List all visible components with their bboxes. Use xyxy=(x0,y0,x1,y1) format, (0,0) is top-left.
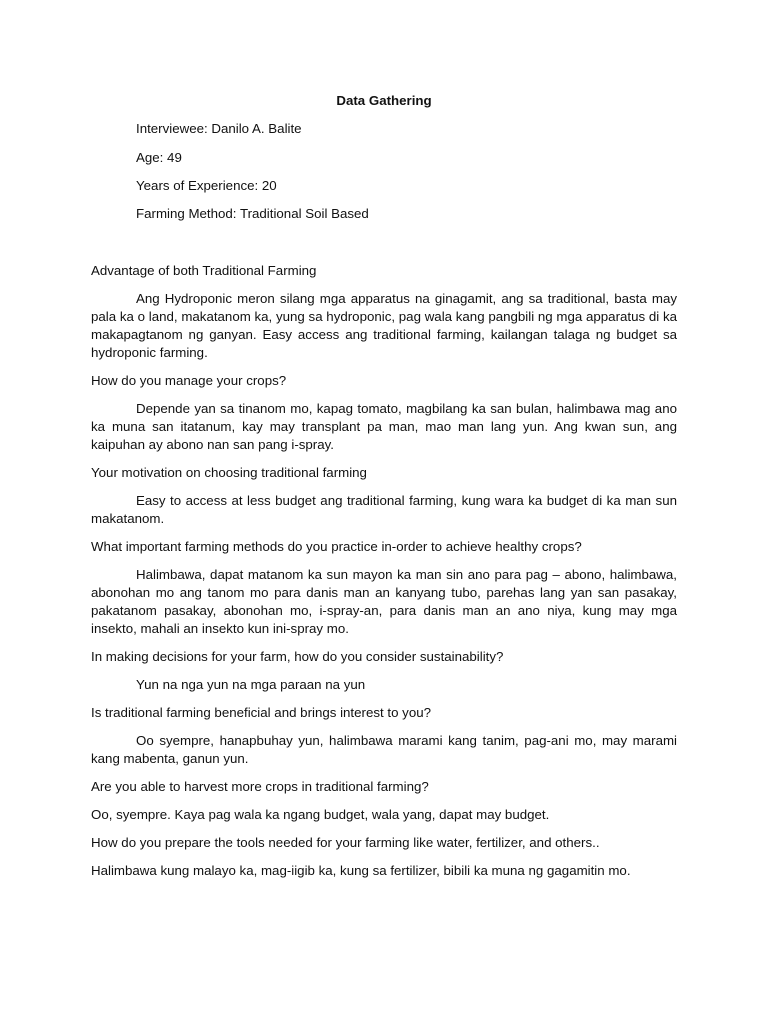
answer-4: Halimbawa, dapat matanom ka sun mayon ka man sin ano para pag – abono, halimbawa, abonohan mo ang tanom mo para danis man an kanyang tubo, parehas lang yan san pasakay, pakatanom pasakay, abonohan mo, i-spray-an, para danis man an ano niya, kung may mga insekto, mahali an insekto kun ini-spray mo. xyxy=(91,567,677,636)
answer-1: Ang Hydroponic meron silang mga apparatus na ginagamit, ang sa traditional, basta may pala ka o land, makatanom ka, yung sa hydroponic, pag wala kang pangbili ng mga apparatus di ka makapagtanom ng ganyan. Easy access ang traditional farming, kailangan talaga ng budget sa hydroponic farming. xyxy=(91,291,677,360)
answer-7: Oo, syempre. Kaya pag wala ka ngang budget, wala yang, dapat may budget. xyxy=(91,807,550,822)
answer-8: Halimbawa kung malayo ka, mag-iigib ka, kung sa fertilizer, bibili ka muna ng gagamitin mo. xyxy=(91,863,631,878)
question-1: Advantage of both Traditional Farming xyxy=(91,263,317,278)
interviewee-line: Interviewee: Danilo A. Balite xyxy=(136,121,302,136)
answer-6: Oo syempre, hanapbuhay yun, halimbawa marami kang tanim, pag-ani mo, may marami kang mabenta, ganun yun. xyxy=(91,733,677,766)
answer-3: Easy to access at less budget ang traditional farming, kung wara ka budget di ka man sun makatanom. xyxy=(91,493,677,526)
interview-body xyxy=(91,262,677,890)
age-line: Age: 49 xyxy=(136,150,182,165)
question-4: What important farming methods do you practice in-order to achieve healthy crops? xyxy=(91,539,582,554)
farming-method-line: Farming Method: Traditional Soil Based xyxy=(136,206,369,221)
document-title: Data Gathering xyxy=(336,93,432,108)
question-2: How do you manage your crops? xyxy=(91,373,287,388)
experience-line: Years of Experience: 20 xyxy=(136,178,277,193)
answer-2: Depende yan sa tinanom mo, kapag tomato, magbilang ka san bulan, halimbawa mag ano ka muna san itatanum, kay may transplant pa man, mao man lang yun. Ang kwan sun, ang kaipuhan ay abono nan san pang i-spray. xyxy=(91,401,677,452)
answer-5: Yun na nga yun na mga paraan na yun xyxy=(136,677,366,692)
question-7: Are you able to harvest more crops in traditional farming? xyxy=(91,779,429,794)
question-5: In making decisions for your farm, how do you consider sustainability? xyxy=(91,649,504,664)
question-6: Is traditional farming beneficial and brings interest to you? xyxy=(91,705,431,720)
question-8: How do you prepare the tools needed for your farming like water, fertilizer, and others.. xyxy=(91,835,600,850)
question-3: Your motivation on choosing traditional farming xyxy=(91,465,367,480)
